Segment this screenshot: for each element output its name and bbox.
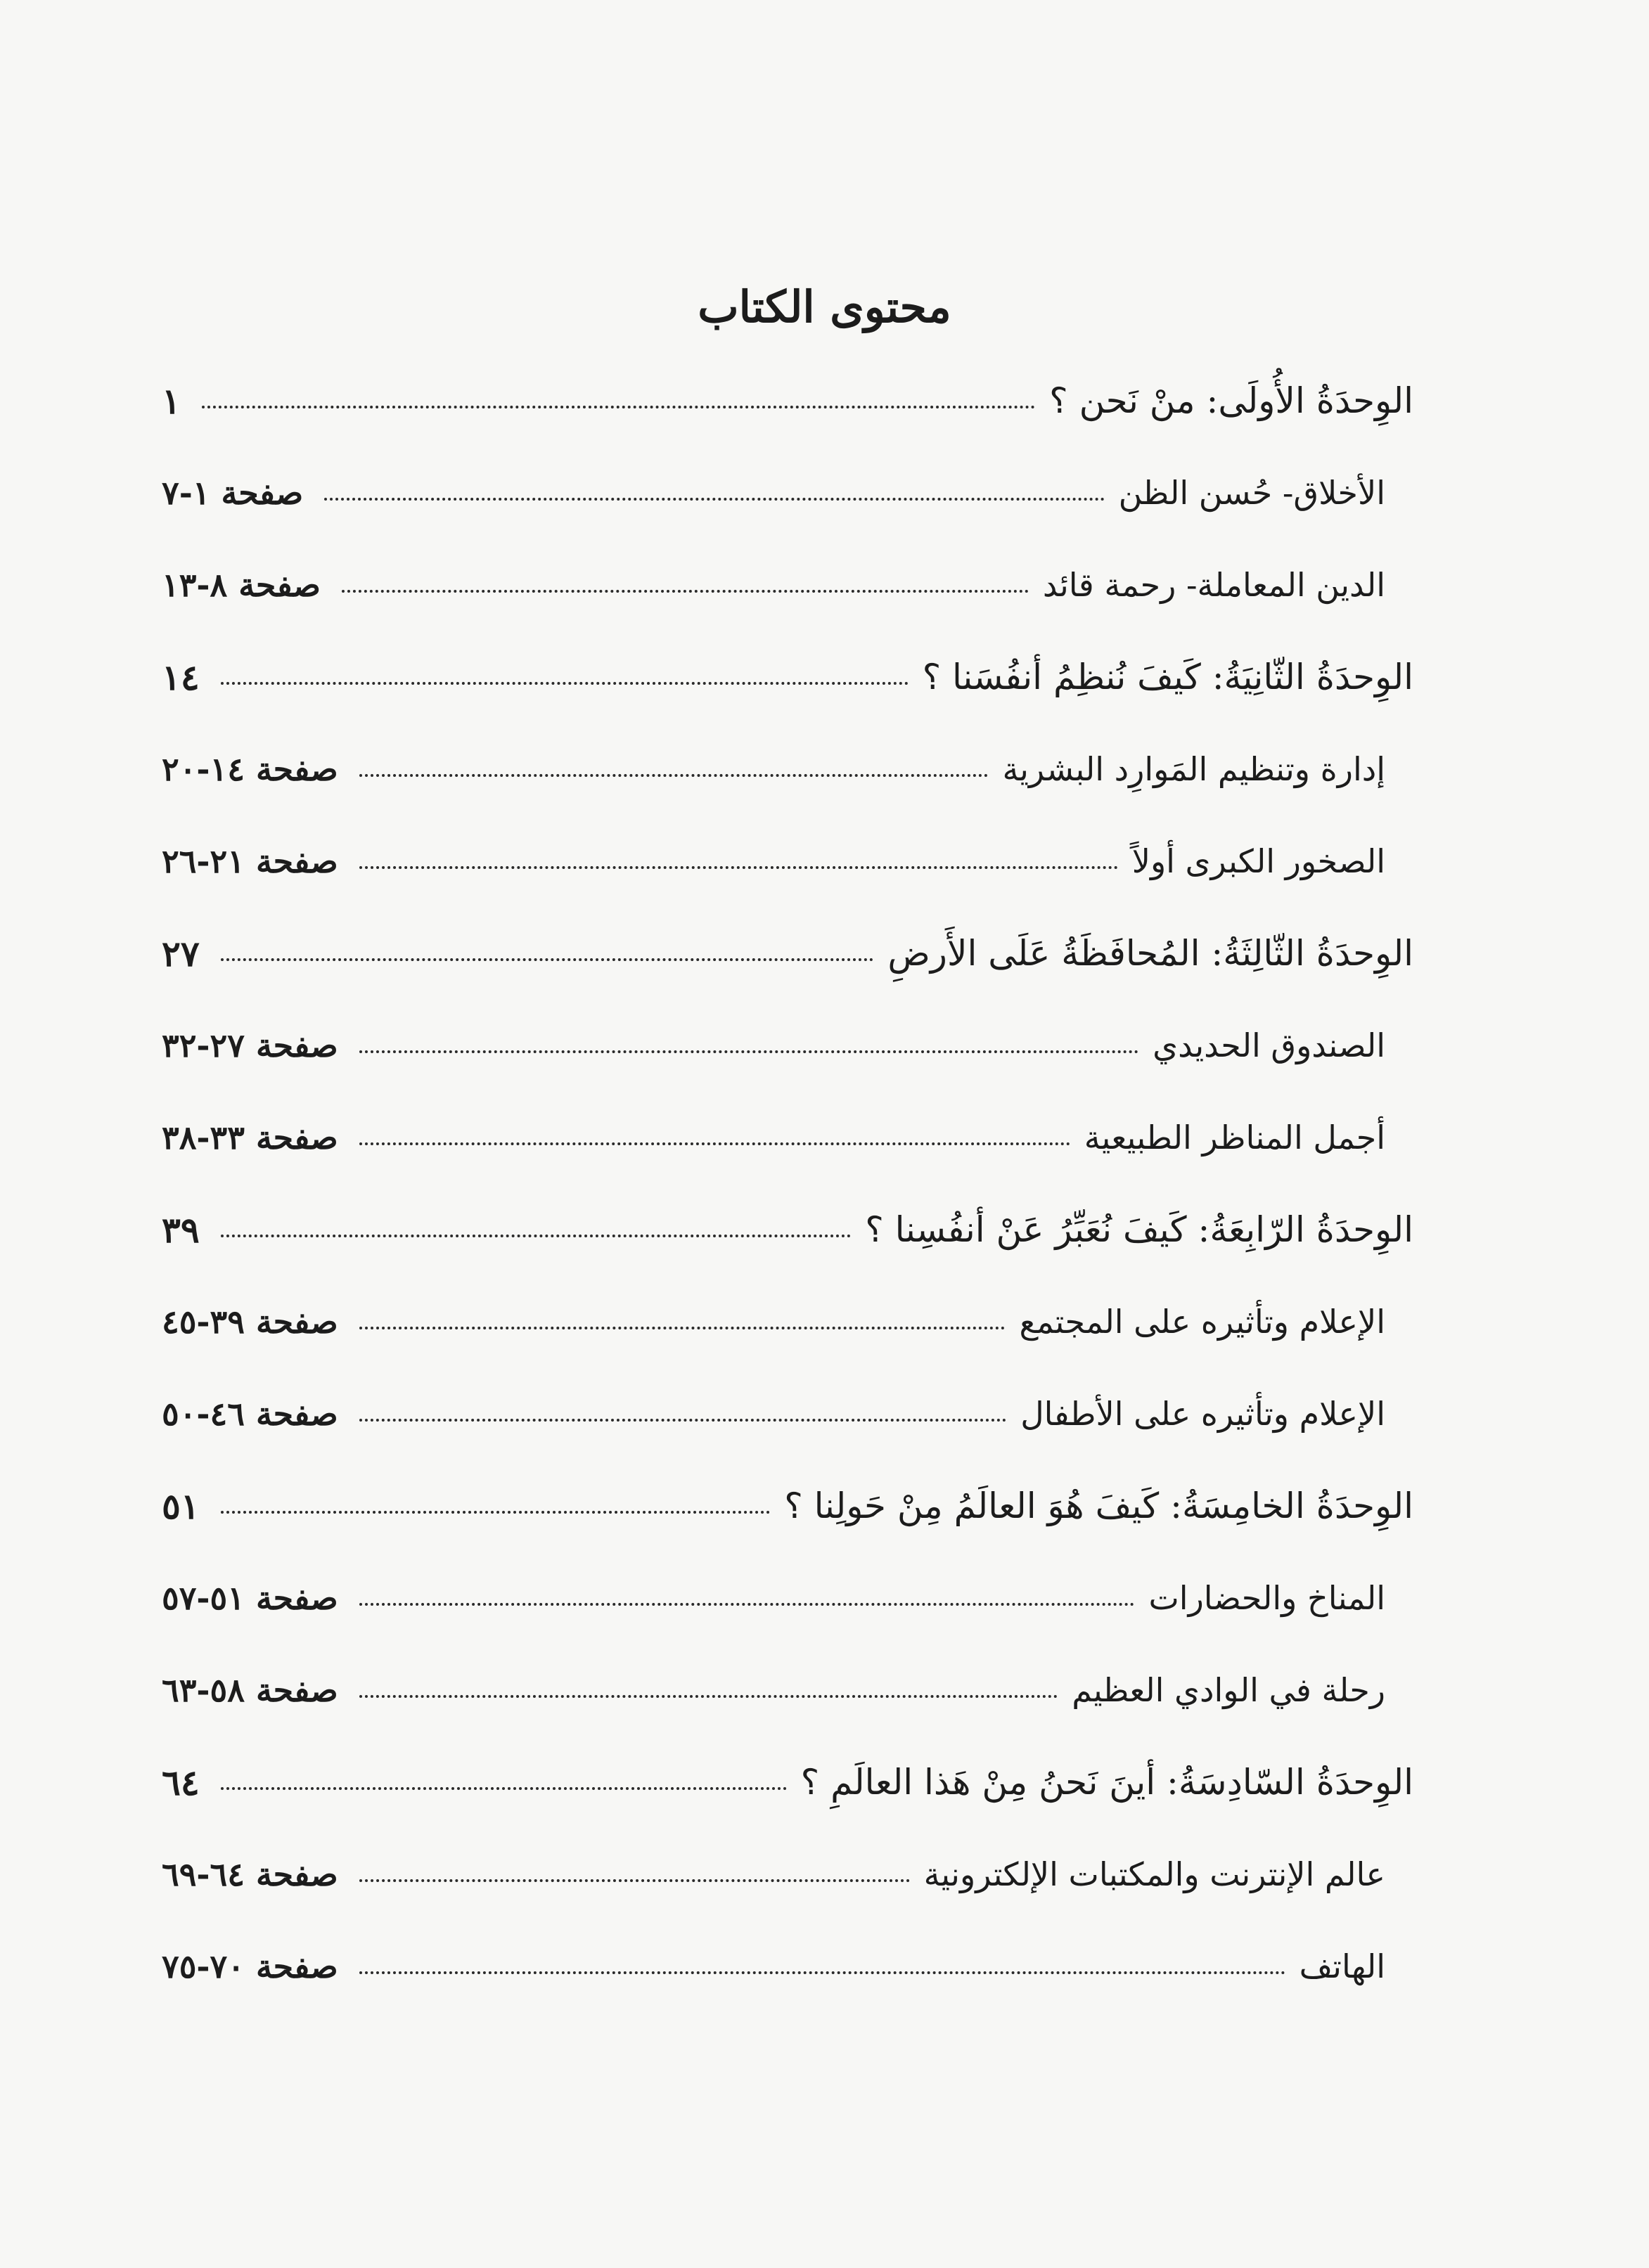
toc-page-range: صفحة ٥١-٥٧ xyxy=(162,1579,338,1617)
toc-lesson-7 xyxy=(162,1287,1413,1357)
toc-unit-title: الوِحدَةُ الأُولَى: منْ نَحن ؟ xyxy=(1049,380,1413,421)
dot-leader xyxy=(359,1879,910,1882)
toc-page-range: صفحة ٦٤-٦٩ xyxy=(162,1855,338,1893)
page-title: محتوى الكتاب xyxy=(698,281,951,333)
toc-lesson-title: رحلة في الوادي العظيم xyxy=(1072,1671,1385,1709)
toc-page-range: صفحة ٨-١٣ xyxy=(162,566,321,604)
dot-leader xyxy=(359,1419,1007,1422)
toc-lesson-title: الإعلام وتأثيره على الأطفال xyxy=(1020,1395,1385,1433)
toc-lesson-title: الصندوق الحديدي xyxy=(1153,1026,1385,1064)
toc-page-number: ١٤ xyxy=(162,656,200,698)
dot-leader xyxy=(359,1327,1006,1329)
toc-lesson-10 xyxy=(162,1655,1413,1725)
toc-page-range: صفحة ٥٨-٦٣ xyxy=(162,1671,338,1709)
dot-leader xyxy=(359,774,989,777)
toc-page-number: ٦٤ xyxy=(162,1761,200,1803)
dot-leader xyxy=(359,1695,1058,1698)
toc-lesson-12 xyxy=(162,1931,1413,2002)
toc-lesson-8 xyxy=(162,1379,1413,1449)
toc-page-number: ٣٩ xyxy=(162,1209,200,1251)
toc-unit-5 xyxy=(162,1471,1413,1541)
toc-page-range: صفحة ٣٣-٣٨ xyxy=(162,1119,338,1156)
dot-leader xyxy=(359,1971,1285,1974)
toc-page-number: ٥١ xyxy=(162,1485,200,1527)
dot-leader xyxy=(342,590,1029,593)
toc-lesson-6 xyxy=(162,1102,1413,1173)
toc-page-range: صفحة ٢١-٢٦ xyxy=(162,842,338,880)
toc-unit-2 xyxy=(162,642,1413,712)
toc-unit-3 xyxy=(162,918,1413,988)
toc-lesson-1 xyxy=(162,458,1413,528)
toc-page-range: صفحة ٤٦-٥٠ xyxy=(162,1395,338,1433)
dot-leader xyxy=(359,866,1118,869)
dot-leader xyxy=(359,1142,1070,1145)
toc-unit-title: الوِحدَةُ السّادِسَةُ: أينَ نَحنُ مِنْ هَذا العالَمِ ؟ xyxy=(800,1762,1413,1803)
toc-lesson-title: إدارة وتنظيم المَوارِد البشرية xyxy=(1002,750,1385,788)
toc-unit-6 xyxy=(162,1747,1413,1817)
toc-page-range: صفحة ٣٩-٤٥ xyxy=(162,1303,338,1341)
toc-lesson-11 xyxy=(162,1839,1413,1909)
dot-leader xyxy=(221,958,874,961)
dot-leader xyxy=(221,1787,787,1790)
toc-lesson-4 xyxy=(162,826,1413,896)
toc-lesson-title: عالم الإنترنت والمكتبات الإلكترونية xyxy=(923,1855,1385,1893)
toc-lesson-title: الأخلاق- حُسن الظن xyxy=(1118,474,1385,512)
toc-lesson-title: المناخ والحضارات xyxy=(1148,1579,1385,1617)
toc-lesson-title: الهاتف xyxy=(1299,1947,1385,1985)
dot-leader xyxy=(359,1050,1139,1053)
toc-lesson-title: الصخور الكبرى أولاً xyxy=(1131,842,1385,880)
toc-page-range: صفحة ٧٠-٧٥ xyxy=(162,1947,338,1985)
dot-leader xyxy=(221,1511,771,1514)
dot-leader xyxy=(221,1235,851,1237)
dot-leader xyxy=(324,498,1104,501)
toc-page-range: صفحة ١-٧ xyxy=(162,474,304,512)
toc-unit-title: الوِحدَةُ الثّالِثَةُ: المُحافَظَةُ عَلَى الأَرضِ xyxy=(887,933,1413,974)
toc-lesson-title: الإعلام وتأثيره على المجتمع xyxy=(1019,1303,1385,1341)
toc-unit-4 xyxy=(162,1194,1413,1265)
toc-page-range: صفحة ٢٧-٣٢ xyxy=(162,1026,338,1064)
toc-unit-title: الوِحدَةُ الخامِسَةُ: كَيفَ هُوَ العالَمُ مِنْ حَولِنا ؟ xyxy=(784,1486,1413,1526)
toc-unit-title: الوِحدَةُ الثّانِيَةُ: كَيفَ نُنظِمُ أنفُسَنا ؟ xyxy=(922,657,1413,697)
toc-lesson-9 xyxy=(162,1563,1413,1633)
toc-lesson-title: أجمل المناظر الطبيعية xyxy=(1084,1119,1385,1156)
toc-lesson-3 xyxy=(162,734,1413,804)
toc-lesson-5 xyxy=(162,1010,1413,1081)
dot-leader xyxy=(221,682,909,685)
toc-unit-title: الوِحدَةُ الرّابِعَةُ: كَيفَ نُعَبِّرُ عَنْ أنفُسِنا ؟ xyxy=(865,1209,1413,1250)
dot-leader xyxy=(202,406,1035,408)
toc-page-number: ١ xyxy=(162,380,181,422)
dot-leader xyxy=(359,1603,1135,1606)
toc-unit-1 xyxy=(162,366,1413,436)
toc-page-number: ٢٧ xyxy=(162,932,200,974)
toc-page-range: صفحة ١٤-٢٠ xyxy=(162,750,338,788)
toc-lesson-2 xyxy=(162,550,1413,620)
toc-lesson-title: الدين المعاملة- رحمة قائد xyxy=(1042,566,1385,604)
